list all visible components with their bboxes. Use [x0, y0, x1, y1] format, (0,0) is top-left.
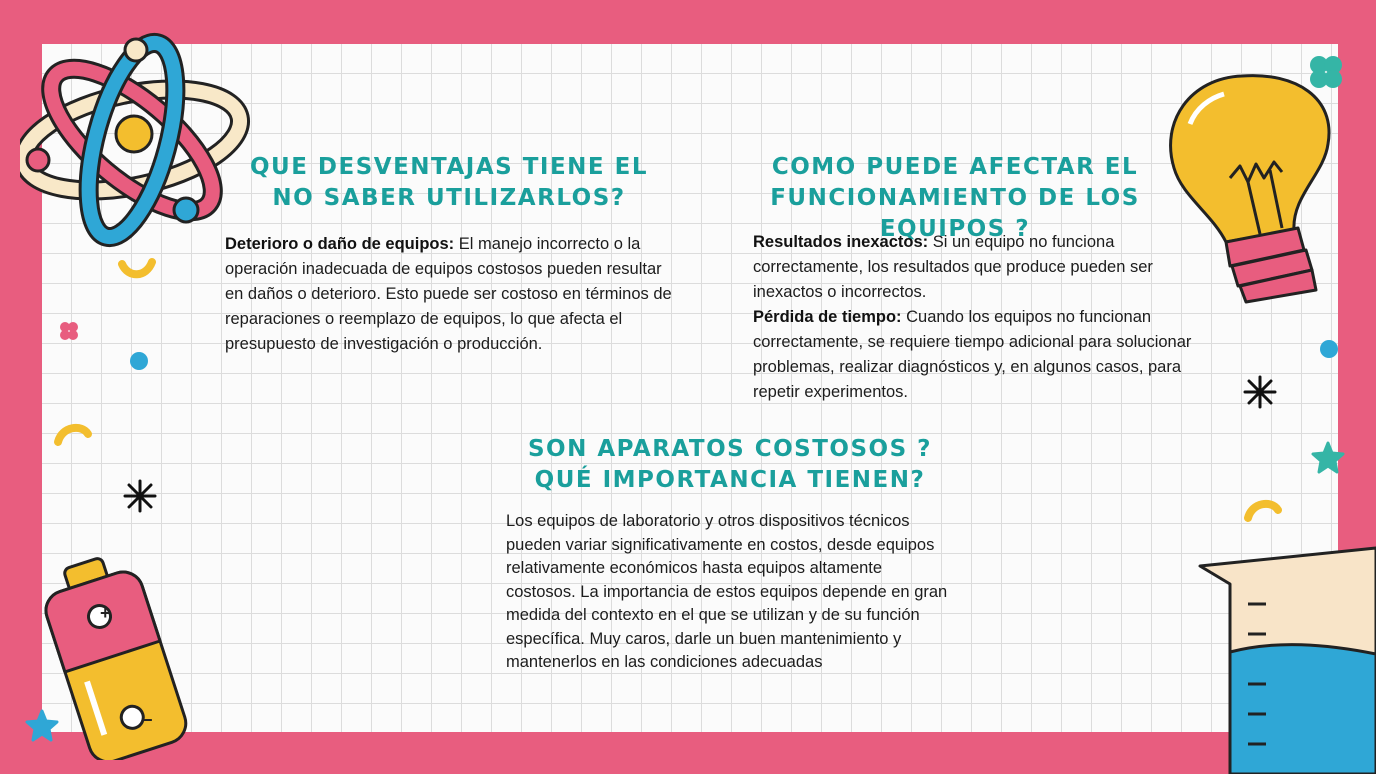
atom-icon	[20, 22, 252, 252]
heading-funcionamiento: COMO PUEDE AFECTAR EL FUNCIONAMIENTO DE LOS EQUIPOS ?	[770, 154, 1140, 242]
squiggle-icon	[1242, 496, 1286, 524]
heading-costosos: SON APARATOS COSTOSOS ? QUÉ IMPORTANCIA TIENEN?	[527, 436, 933, 493]
battery-icon	[36, 550, 206, 760]
heading-desventajas: QUE DESVENTAJAS TIENE EL NO SABER UTILIZARLOS?	[249, 154, 648, 211]
battery-minus-sign: −	[142, 710, 153, 730]
flower-icon	[1306, 52, 1346, 92]
label-deterioro: Deterioro o daño de equipos:	[225, 235, 455, 253]
flower-icon	[58, 320, 80, 342]
beaker-icon	[1196, 544, 1376, 774]
body-deterioro: El manejo incorrecto o la operación inadecuada de equipos costosos pueden resultar en daños o deterioro. Esto puede ser costoso en términos de reparaciones o reemplazo de equipos, lo que afecta el presupuesto de investigación o producción.	[225, 235, 672, 353]
text-funcionamiento	[753, 230, 1203, 405]
star-icon	[24, 708, 60, 744]
body-perdida: Cuando los equipos no funcionan correctamente, se requiere tiempo adicional para solucionar problemas, realizar diagnósticos y, en algunos casos, para repetir experimentos.	[753, 308, 1192, 401]
star-icon	[1310, 440, 1346, 476]
squiggle-icon	[118, 256, 158, 282]
dot-icon	[1318, 338, 1340, 360]
label-resultados: Resultados inexactos:	[753, 233, 929, 251]
text-costosos: Los equipos de laboratorio y otros dispositivos técnicos pueden variar significativamente en costos, desde equipos relativamente económicos hasta equipos altamente costosos. La importancia de estos equipos depende en gran medida del contexto en el que se utilizan y de su función específica. Muy caros, darle un buen mantenimiento y mantenerlos en las condiciones adecuadas	[506, 512, 948, 671]
label-perdida: Pérdida de tiempo:	[753, 308, 902, 326]
body-resultados: Si un equipo no funciona correctamente, los resultados que produce pueden ser inexactos o incorrectos.	[753, 233, 1153, 301]
battery-plus-sign: +	[100, 603, 111, 623]
light-bulb-icon	[1160, 64, 1340, 314]
asterisk-icon	[1242, 374, 1278, 410]
text-desventajas	[225, 232, 677, 357]
asterisk-icon	[122, 478, 158, 514]
squiggle-icon	[52, 420, 96, 448]
dot-icon	[128, 350, 150, 372]
